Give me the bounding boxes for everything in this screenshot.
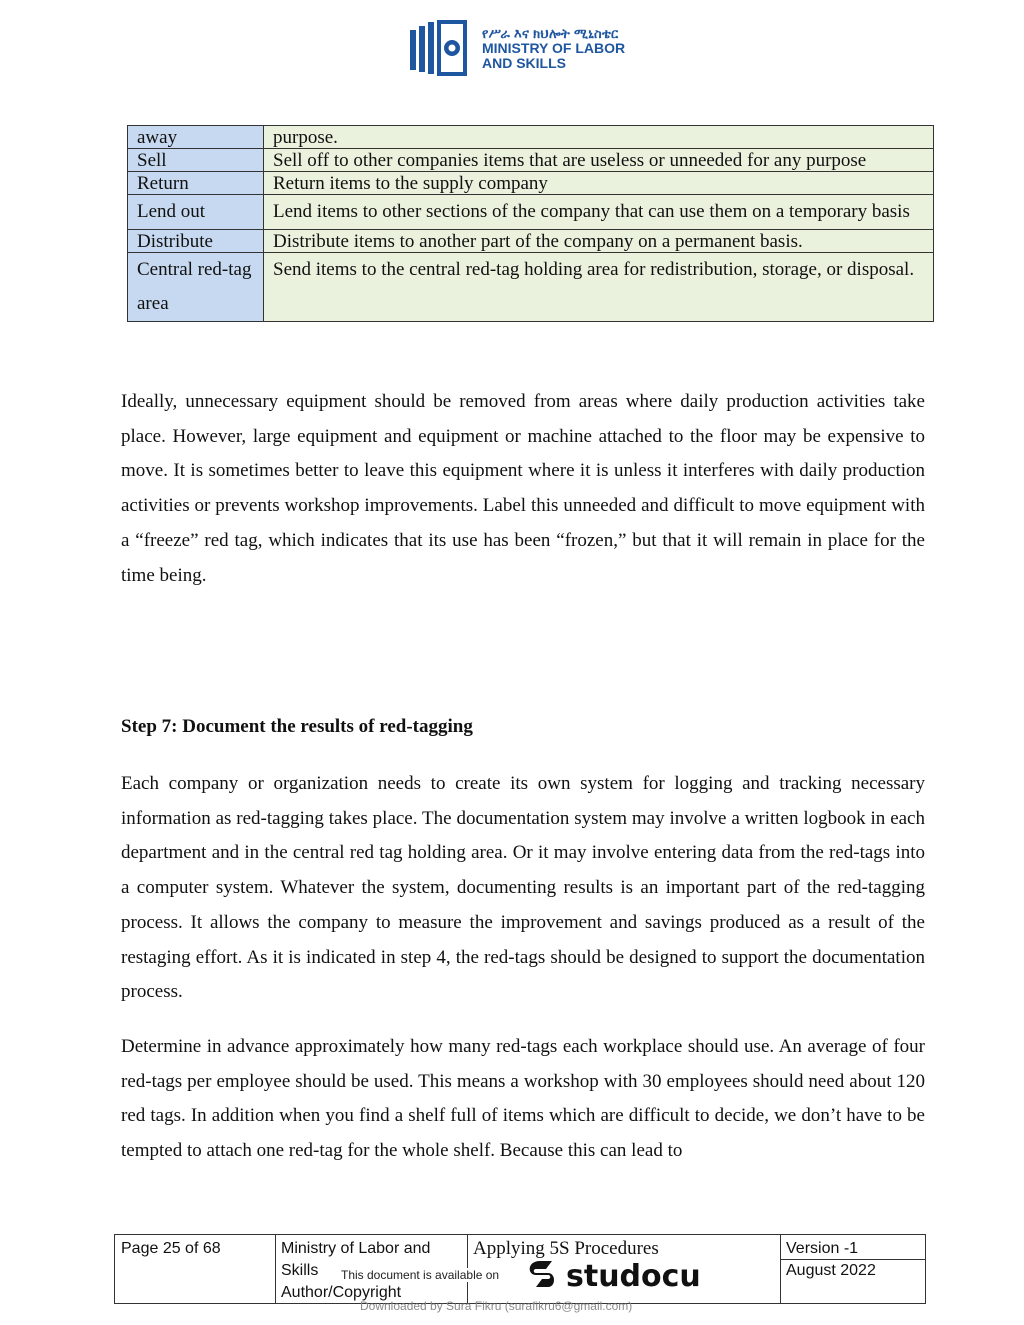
studocu-logo[interactable] [524,1256,701,1296]
footer-version-cell [780,1235,925,1303]
red-tag-disposal-table [127,125,934,322]
table-row [128,172,934,195]
paragraph-red-tag-count: Determine in advance approximately how many red-tags each workplace should use. An average of four red-tags per employee should be used. This means a workshop with 30 employees should need about 120 red tags. In addition when you find a shelf full of items which are difficult to decide, we don’t have to be tempted to attach one red-tag for the whole shelf. Because this can lead to [121,1036,925,1162]
table-row [128,149,934,172]
ministry-logo [408,18,648,78]
table-row [128,195,934,230]
footer-org-name: Ministry of Labor and Skills [281,1240,431,1279]
footer-author: Author/Copyright [281,1284,402,1301]
footer-page-number: Page 25 of 68 [121,1240,221,1257]
logo-line-1: MINISTRY OF LABOR [482,40,626,56]
table-value-cell: Return items to the supply company [264,172,934,195]
downloaded-by-note: Downloaded by Sura Fikru (surafikru6@gmail.com) [360,1299,633,1313]
table-key-cell: Distribute [128,230,264,253]
table-key-cell: Central red-tag area [128,253,264,322]
table-key-cell: Sell [128,149,264,172]
footer-page-cell [115,1235,276,1303]
footer-document-title: Applying 5S Procedures [473,1238,659,1259]
footer-date: August 2022 [786,1262,876,1279]
table-key-cell: Return [128,172,264,195]
ministry-emblem-icon [408,18,472,76]
studocu-wordmark: studocu [566,1258,701,1294]
table-value-cell: Lend items to other sections of the company that can use them on a temporary basis [264,195,934,230]
table-row [128,253,934,322]
table-row [128,230,934,253]
section-heading-step-7: Step 7: Document the results of red-tagging [121,716,473,737]
table-row [128,126,934,149]
logo-line-2: AND SKILLS [482,55,566,71]
page-footer [114,1234,926,1304]
paragraph-documentation: Each company or organization needs to create its own system for logging and tracking necessary information as red-tagging takes place. The documentation system may involve a written logbook in each department and in the central red tag holding area. Or it may involve entering data from the red-tags into a computer system. Whatever the system, documenting results is an important part of the red-tagging process. It allows the company to measure the improvement and savings produced as a result of the restaging effort. As it is indicated in step 4, the red-tags should be designed to support the documentation process. [121,773,925,1003]
paragraph-freeze-tag: Ideally, unnecessary equipment should be removed from areas where daily production activities take place. However, large equipment and equipment or machine attached to the floor may be expensive to move. It is sometimes better to leave this equipment where it is unless it interferes with daily production activities or prevents workshop improvements. Label this unneeded and difficult to move equipment with a “freeze” red tag, which indicates that its use has been “frozen,” but that it will remain in place for the time being. [121,391,925,586]
table-value-cell: Distribute items to another part of the company on a permanent basis. [264,230,934,253]
table-value-cell: Sell off to other companies items that are useless or unneeded for any purpose [264,149,934,172]
table-value-cell: Send items to the central red-tag holding area for redistribution, storage, or disposal. [264,253,934,322]
logo-amharic-text: የሥራ እና ክህሎት ሚኒስቴር [482,26,619,41]
footer-version: Version -1 [786,1240,859,1257]
table-key-cell: Lend out [128,195,264,230]
table-key-cell: away [128,126,264,149]
studocu-availability-note: This document is available on [341,1268,500,1282]
footer-divider [780,1259,925,1260]
studocu-s-icon [524,1257,562,1295]
table-value-cell: purpose. [264,126,934,149]
